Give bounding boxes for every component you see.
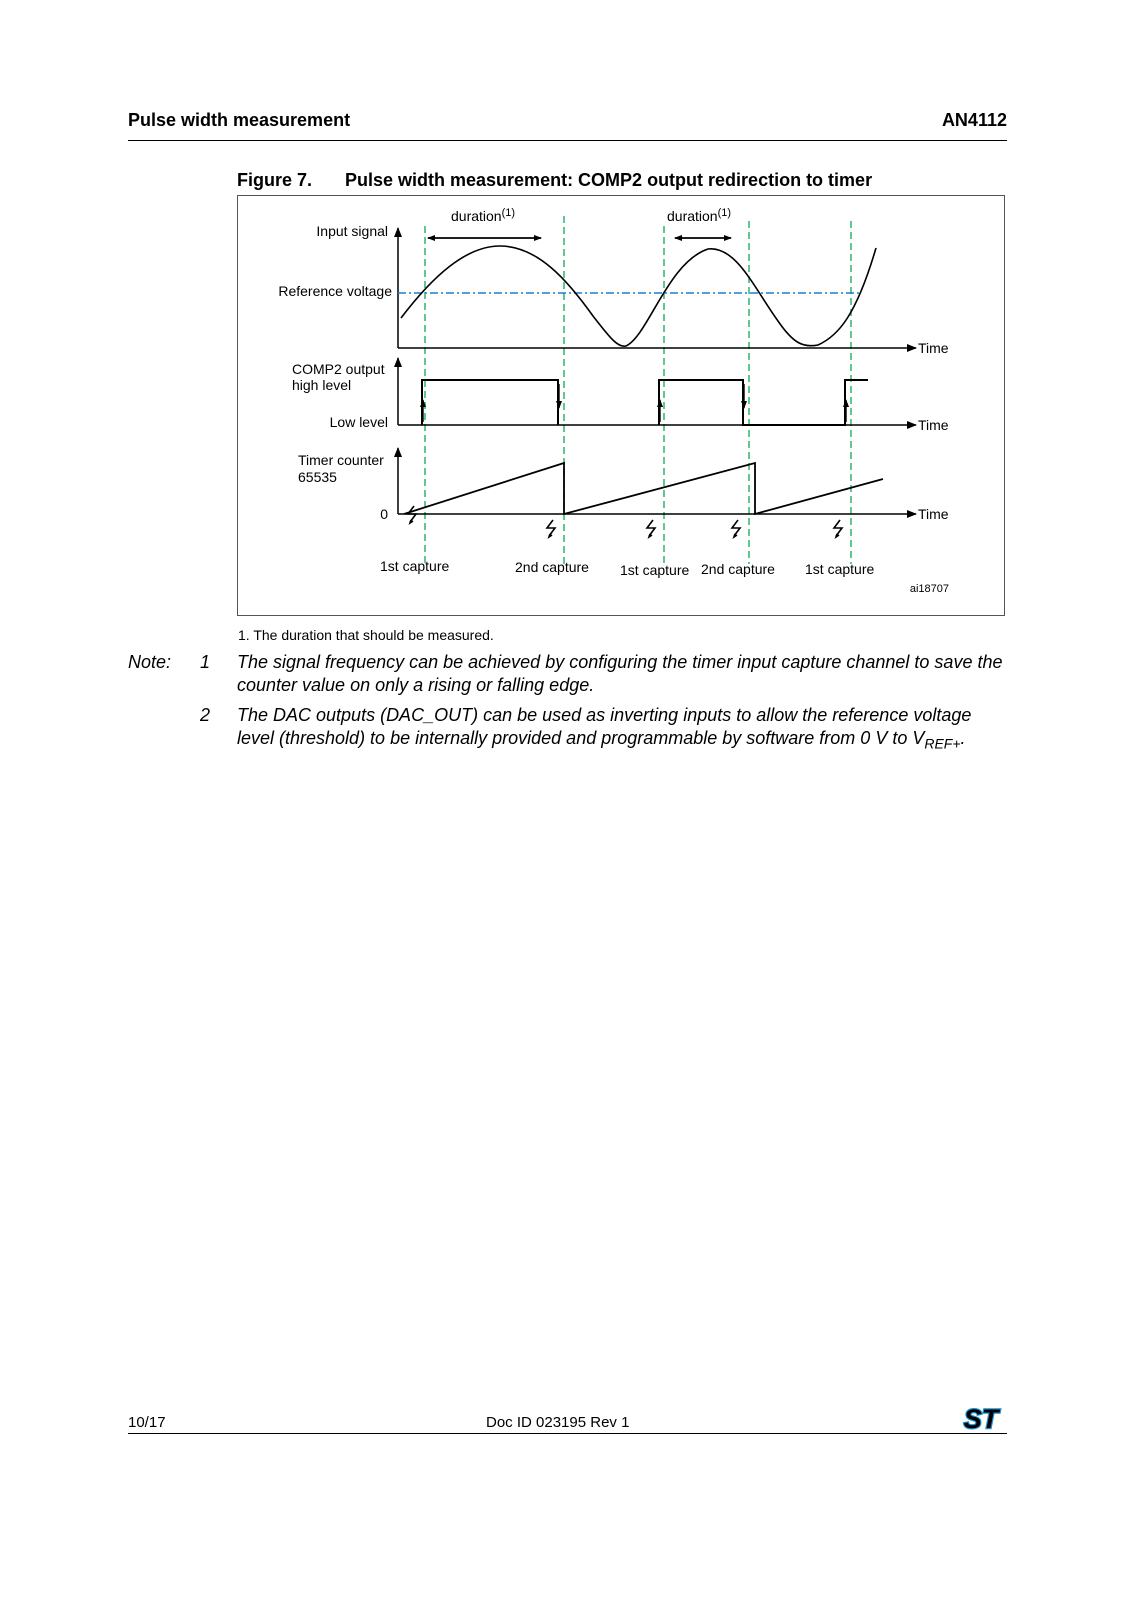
duration-label-2: duration$^{(1)}$ — [667, 207, 732, 224]
capture-label-2: 2nd capture — [515, 559, 589, 575]
st-logo — [957, 1403, 1005, 1433]
header-rule — [128, 140, 1007, 141]
note-2-suffix: . — [960, 728, 966, 748]
label-time-3: Time — [918, 506, 949, 522]
footer-rule — [128, 1433, 1007, 1434]
capture-label-1: 1st capture — [380, 558, 450, 574]
timing-diagram — [238, 196, 1006, 617]
comp2-output-wave — [422, 380, 868, 425]
label-comp2-output: COMP2 output — [292, 361, 385, 377]
capture-triggers — [408, 506, 842, 537]
figure-title: Pulse width measurement: COMP2 output redirection to timer — [345, 170, 873, 190]
st-logo-icon — [957, 1403, 1005, 1433]
capture-label-5: 1st capture — [805, 561, 875, 577]
svg-text:ST: ST — [963, 1404, 999, 1433]
doc-id: Doc ID 023195 Rev 1 — [486, 1414, 630, 1431]
note-2-text-main: The DAC outputs (DAC_OUT) can be used as inverting inputs to allow the reference voltage level (threshold) to be internally provided and programmable by software from 0 V to V — [237, 705, 972, 748]
input-signal-wave — [401, 246, 876, 346]
capture-label-4: 2nd capture — [701, 561, 775, 577]
section-title: Pulse width measurement — [128, 110, 351, 130]
label-reference-voltage: Reference voltage — [278, 283, 392, 299]
label-low-level: Low level — [329, 414, 388, 430]
capture-lines — [425, 216, 851, 564]
label-counter-max: 65535 — [298, 469, 337, 485]
capture-trigger-icon-5 — [834, 520, 842, 537]
label-high-level: high level — [292, 377, 352, 393]
note-1-number: 1 — [200, 652, 211, 672]
note-2-number: 2 — [200, 705, 211, 725]
figure-footnote: 1. The duration that should be measured. — [238, 627, 494, 643]
label-time-1: Time — [918, 340, 949, 356]
capture-trigger-icon-3 — [647, 520, 655, 537]
figure-id: ai18707 — [909, 583, 949, 595]
capture-trigger-icon-2 — [547, 520, 555, 537]
comp2-edge-arrows — [423, 384, 846, 422]
capture-trigger-icon-4 — [732, 520, 740, 537]
label-zero: 0 — [380, 506, 388, 522]
note-1-text: The signal frequency can be achieved by configuring the timer input capture channel to save the counter value on only a rising or falling edge. — [237, 652, 1003, 695]
figure-frame — [237, 195, 1005, 616]
label-timer-counter: Timer counter — [298, 452, 384, 468]
doc-code: AN4112 — [941, 110, 1007, 130]
timer-counter-wave — [404, 463, 883, 514]
page-number: 10/17 — [128, 1414, 166, 1431]
label-time-2: Time — [918, 417, 949, 433]
duration-label-1: duration$^{(1)}$ — [451, 207, 516, 224]
capture-label-3: 1st capture — [620, 562, 690, 578]
note-2-subscript: REF+ — [924, 735, 961, 752]
note-2-text — [237, 704, 1012, 756]
note-label: Note: — [128, 652, 172, 672]
label-input-signal: Input signal — [316, 223, 388, 239]
figure-number: Figure 7. — [237, 170, 313, 190]
capture-trigger-icon-1 — [408, 506, 416, 523]
